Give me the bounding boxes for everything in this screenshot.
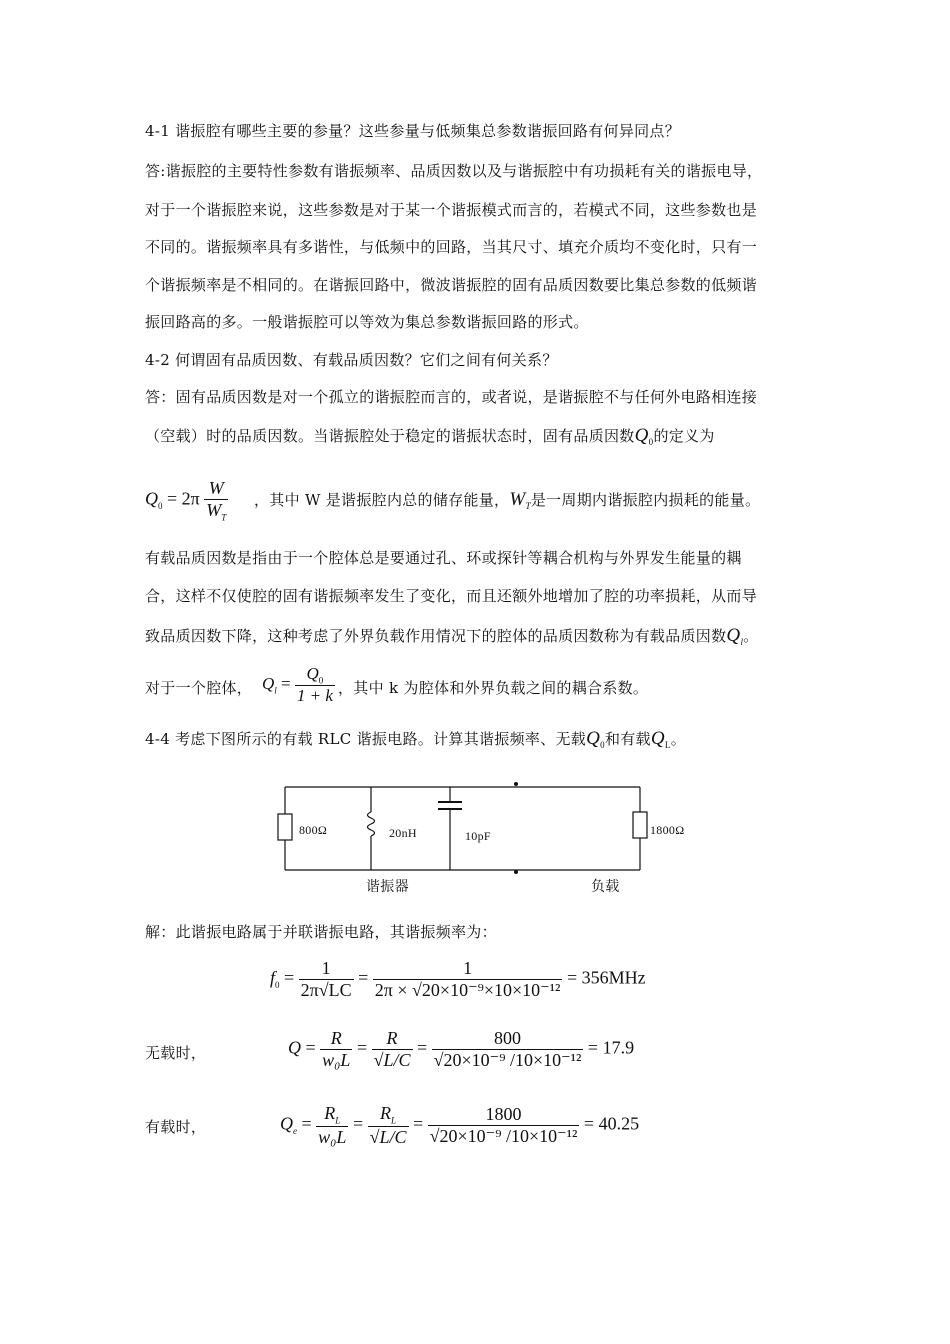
answer-4-2-line-1: 答：固有品质因数是对一个孤立的谐振腔而言的，或者说，是谐振腔不与任何外电路相连接: [145, 388, 758, 406]
resistor-800-symbol: [278, 814, 292, 840]
q0-definition-formula: $Q_0 = 2\pi$ $\frac{W}{W_T}$: [145, 478, 227, 523]
q0-formula: Q = $\frac{R}{\text{w₀L}}$ = $\frac{R}{√L/C}$ = $\frac{800}{\text{√20×10⁻⁹ /10×10⁻¹²}}$ = 17.9: [288, 1028, 635, 1070]
answer-4-1-line-5: 振回路高的多。一般谐振腔可以等效为集总参数谐振回路的形式。: [145, 313, 589, 331]
answer-4-1-line-1: 答:谐振腔的主要特性参数有谐振频率、品质因数以及与谐振腔中有功损耗有关的谐振电导，: [145, 162, 763, 180]
f0-formula: $f_0$ = $\frac{1}{2\pi√LC}$ = $\frac{1}{\text{2π × √20×10⁻⁹×10×10⁻¹²}}$ = 356MHz: [270, 958, 646, 1000]
terminal-top: [514, 782, 518, 786]
ql-relation-intro: 对于一个腔体，: [145, 679, 253, 697]
qe-formula: $Q_e$ = $\frac{R_L}{\text{w₀L}}$ = $\frac{R_L}{√L/C}$ = $\frac{1800}{\text{√20×10⁻⁹ /10×10⁻¹²}}$ = 40.25: [280, 1103, 640, 1147]
answer-4-2-line-2: （空载）时的品质因数。当谐振腔处于稳定的谐振状态时，固有品质因数$Q_0$的定义为: [145, 425, 715, 447]
q0-definition-text: ，其中 W 是谐振腔内总的储存能量，$W_T$是一周期内谐振腔内损耗的能量。: [254, 489, 761, 511]
loaded-q-line-1: 有载品质因数是指由于一个腔体总是要通过孔、环或探针等耦合机构与外界发生能量的耦: [145, 549, 742, 567]
inductor-label: 20nH: [389, 826, 417, 840]
loaded-q-line-2: 合，这样不仅使腔的固有谐振频率发生了变化，而且还额外地增加了腔的功率损耗，从而导: [145, 587, 758, 605]
resistor-1800-symbol: [633, 812, 647, 838]
inductor-symbol: [368, 812, 375, 836]
solution-intro: 解：此谐振电路属于并联谐振电路，其谐振频率为：: [145, 923, 497, 941]
load-label-solution: 有载时，: [145, 1118, 207, 1136]
ql-relation-text: ，其中 k 为腔体和外界负载之间的耦合系数。: [338, 679, 649, 697]
terminal-bottom: [514, 870, 518, 874]
noload-label: 无载时，: [145, 1044, 207, 1062]
resonator-label: 谐振器: [366, 879, 409, 895]
resistor-800-label: 800Ω: [299, 823, 328, 837]
ql-relation-formula: $Q_l$ = $\frac{Q_0}{1 + k}$: [262, 664, 333, 706]
capacitor-label: 10pF: [465, 829, 491, 843]
load-label: 负载: [591, 879, 620, 895]
answer-4-1-line-2: 对于一个谐振腔来说，这些参数是对于某一个谐振模式而言的，若模式不同，这些参数也是: [145, 201, 758, 219]
question-4-2-title: 4-2 何谓固有品质因数、有载品质因数？它们之间有何关系？: [145, 351, 558, 369]
question-4-1-title: 4-1 谐振腔有哪些主要的参量？这些参量与低频集总参数谐振回路有何异同点？: [145, 122, 681, 140]
answer-4-1-line-4: 个谐振频率是不相同的。在谐振回路中，微波谐振腔的固有品质因数要比集总参数的低频谐: [145, 276, 758, 294]
loaded-q-line-3: 致品质因数下降，这种考虑了外界负载作用情况下的腔体的品质因数称为有载品质因数$Q_l$。: [145, 625, 759, 647]
resistor-1800-label: 1800Ω: [650, 823, 685, 837]
question-4-4-title: 4-4 考虑下图所示的有载 RLC 谐振电路。计算其谐振频率、无载$Q_0$和有载$Q_L$。: [145, 728, 686, 750]
answer-4-1-line-3: 不同的。谐振频率具有多谐性，与低频中的回路，当其尺寸、填充介质均不变化时，只有一: [145, 238, 758, 256]
